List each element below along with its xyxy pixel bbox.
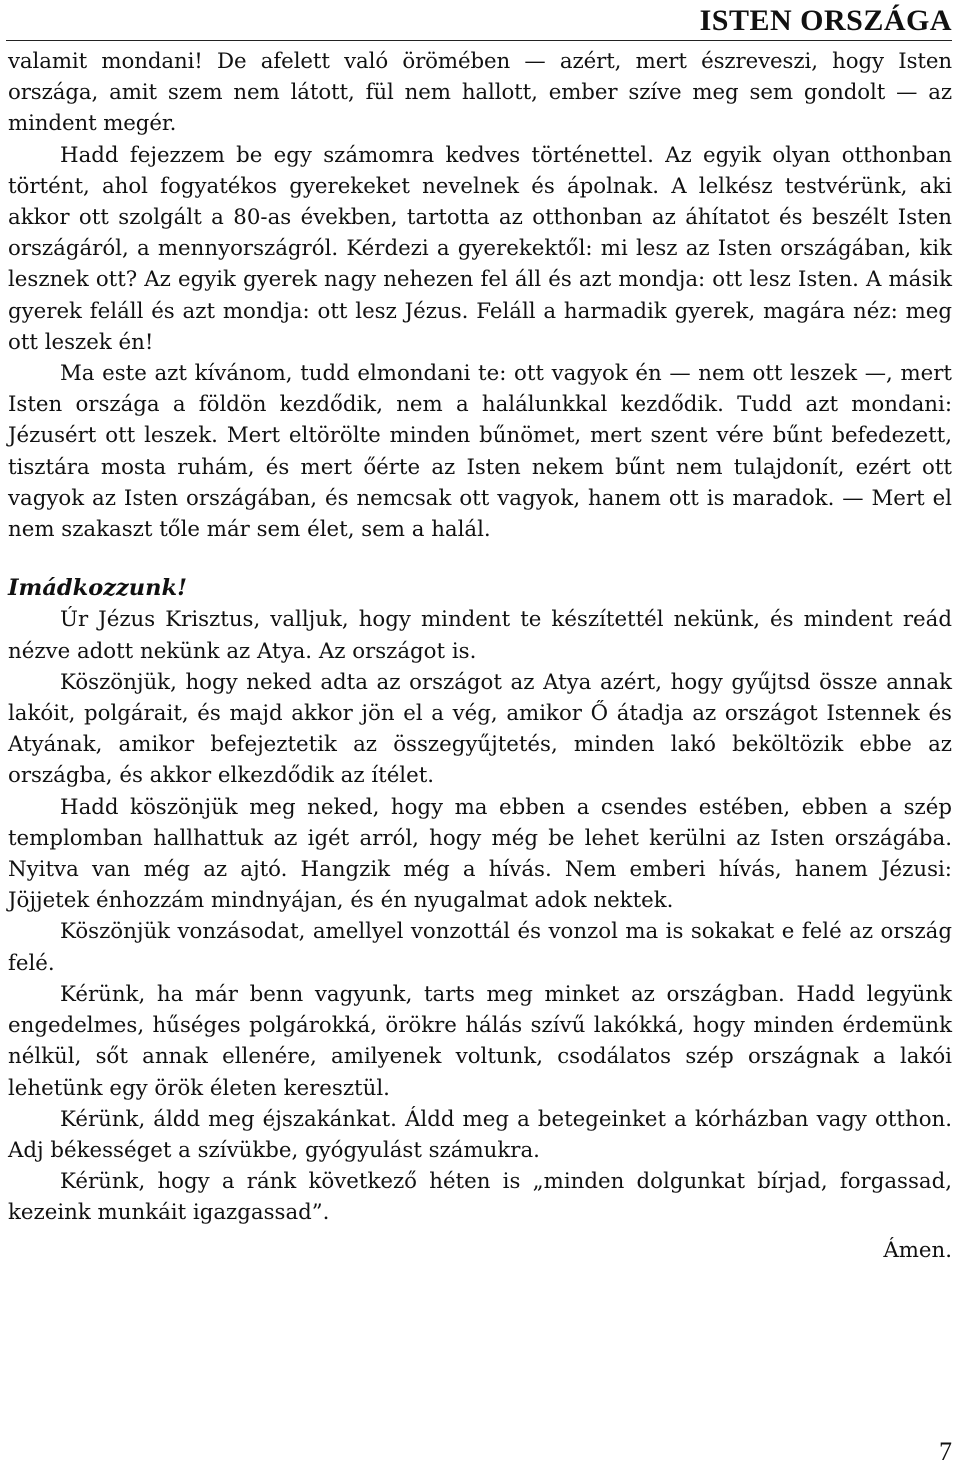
prayer-paragraph-6: Kérünk, áldd meg éjszakánkat. Áldd meg a betegeinket a kórházban vagy otthon. Adj békességet a szívükbe, gyógyulást számukra.	[8, 1106, 952, 1163]
amen-closing: Ámen.	[883, 1237, 952, 1263]
prayer-paragraph-5: Kérünk, ha már benn vagyunk, tarts meg minket az országban. Hadd legyünk engedelmes, hűséges polgárokká, örökre hálás szívű lakókká, hogy minden érdemünk nélkül, sőt annak ellenére, amilyenek voltunk, csodálatos szép országnak a lakói lehetünk egy örök életen keresztül.	[8, 981, 952, 1101]
body-paragraph-1: valamit mondani! De afelett való örömében — azért, mert észreveszi, hogy Isten országa, amit szem nem látott, fül nem hallott, ember szíve meg sem gondolt — az mindent megér.	[8, 49, 952, 137]
section-spacer	[8, 545, 952, 573]
prayer-paragraph-1: Úr Jézus Krisztus, valljuk, hogy mindent te készítettél nekünk, és mindent reád nézve adott nekünk az Atya. Az országot is.	[8, 607, 952, 664]
prayer-paragraph-7: Kérünk, hogy a ránk következő héten is „minden dolgunkat bírjad, forgassad, kezeink munkáit igazgassad”.	[8, 1169, 952, 1226]
body-paragraph-3: Ma este azt kívánom, tudd elmondani te: ott vagyok én — nem ott leszek —, mert Isten országa a földön kezdődik, nem a halálunkkal kezdődik. Tudd azt mondani: Jézusért ott leszek. Mert eltörölte minden bűnömet, mert szent vére bűnt befedezett, tisztára mosta ruhám, és mert őérte az Isten nekem bűnt nem tulajdonít, ezért ott vagyok az Isten országában, és nemcsak ott vagyok, hanem ott is maradok. — Mert el nem szakaszt tőle már sem élet, sem a halál.	[8, 361, 952, 543]
prayer-heading: Imádkozzunk!	[8, 575, 187, 602]
prayer-paragraph-3: Hadd köszönjük meg neked, hogy ma ebben a csendes estében, ebben a szép templomban hallhattuk az igét arról, hogy még be lehet kerülni az Isten országába. Nyitva van még az ajtó. Hangzik még a hívás. Nem emberi hívás, hanem Jézusi: Jöjjetek énhozzám mindnyájan, és én nyugalmat adok nektek.	[8, 794, 952, 914]
page-number: 7	[939, 1437, 952, 1466]
page-body	[8, 46, 952, 1266]
running-header	[6, 0, 952, 41]
header-title: ISTEN ORSZÁGA	[699, 4, 952, 37]
prayer-paragraph-2: Köszönjük, hogy neked adta az országot az Atya azért, hogy gyűjtsd össze annak lakóit, polgárait, és majd akkor jön el a vég, amikor Ő átadja az országot Istennek és Atyának, amikor befejeztetik az összegyűjtetés, minden lakó beköltözik ebbe az országba, és akkor elkezdődik az ítélet.	[8, 669, 952, 789]
prayer-paragraph-4: Köszönjük vonzásodat, amellyel vonzottál és vonzol ma is sokakat e felé az ország felé.	[8, 919, 952, 976]
body-paragraph-2: Hadd fejezzem be egy számomra kedves történettel. Az egyik olyan otthonban történt, ahol fogyatékos gyerekeket nevelnek és ápolnak. A lelkész testvérünk, aki akkor ott szolgált a 80-as években, tartotta az otthonban az áhítatot és beszélt Isten országáról, a mennyországról. Kérdezi a gyerekektől: mi lesz az Isten országában, kik lesznek ott? Az egyik gyerek nagy nehezen fel áll és azt mondja: ott lesz Isten. A másik gyerek feláll és azt mondja: ott lesz Jézus. Feláll a harmadik gyerek, magára néz: meg ott leszek én!	[8, 142, 952, 355]
